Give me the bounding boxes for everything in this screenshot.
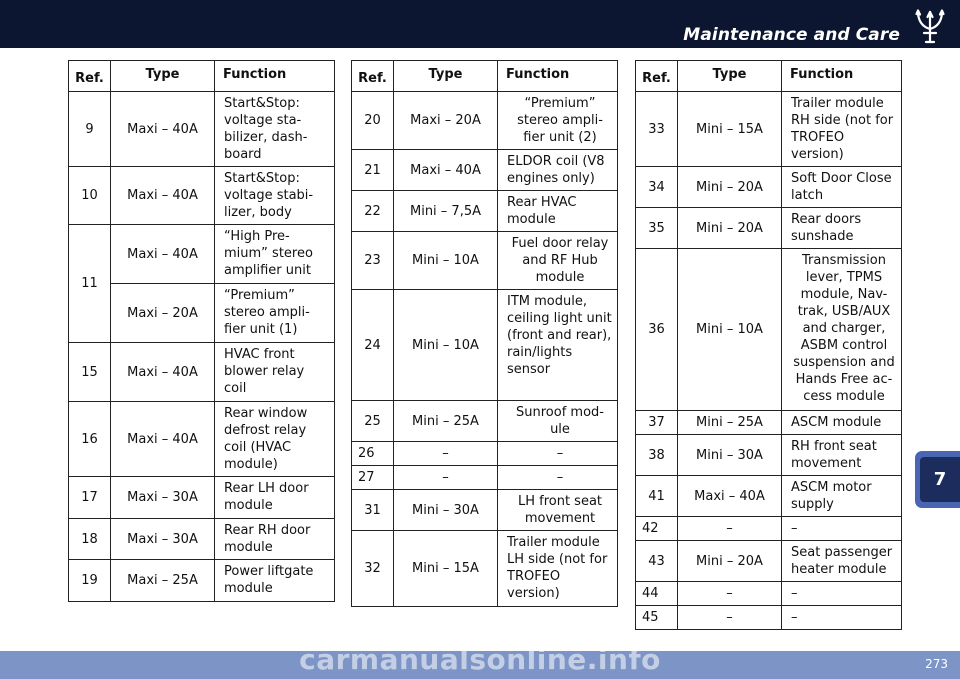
ref-cell: 42: [636, 517, 678, 541]
function-cell: Rear LH door module: [215, 477, 335, 519]
column-header-ref: Ref.: [352, 61, 394, 92]
function-cell: –: [782, 517, 902, 541]
trident-logo-icon: [914, 8, 946, 48]
type-cell: Maxi – 20A: [111, 284, 215, 343]
ref-cell: 10: [69, 167, 111, 225]
type-cell: –: [394, 442, 498, 466]
type-cell: Mini – 30A: [678, 435, 782, 476]
page-number: 273: [925, 657, 948, 671]
type-cell: Maxi – 40A: [678, 476, 782, 517]
table-row: [352, 466, 618, 490]
function-cell: Start&Stop: voltage stabi-lizer, body: [215, 167, 335, 225]
ref-cell: 43: [636, 541, 678, 582]
table-header-row: [352, 61, 618, 92]
table-row: [352, 232, 618, 290]
table-row: [636, 435, 902, 476]
section-title: Maintenance and Care: [683, 25, 900, 45]
type-cell: –: [678, 606, 782, 630]
type-cell: Mini – 15A: [394, 531, 498, 607]
table-row: [352, 401, 618, 442]
table-row: [69, 560, 335, 602]
function-cell: Seat passenger heater module: [782, 541, 902, 582]
table-row: [69, 167, 335, 225]
type-cell: Maxi – 40A: [111, 167, 215, 225]
ref-cell: 37: [636, 411, 678, 435]
type-cell: Mini – 25A: [394, 401, 498, 442]
fuse-table-3: [635, 60, 902, 630]
function-cell: HVAC front blower relay coil: [215, 343, 335, 402]
function-cell: Rear RH door module: [215, 519, 335, 560]
ref-cell: 9: [69, 92, 111, 167]
ref-cell: 16: [69, 402, 111, 477]
table-row: [69, 519, 335, 560]
function-cell: LH front seat movement: [498, 490, 618, 531]
ref-cell: 34: [636, 167, 678, 208]
function-cell: RH front seat movement: [782, 435, 902, 476]
table-row: [636, 411, 902, 435]
table-row: [636, 92, 902, 167]
type-cell: Mini – 20A: [678, 208, 782, 249]
table-row: [636, 606, 902, 630]
type-cell: Mini – 10A: [394, 290, 498, 401]
column-header-ref: Ref.: [636, 61, 678, 92]
table-row: [636, 476, 902, 517]
function-cell: “Premium” stereo ampli-fier unit (2): [498, 92, 618, 150]
ref-cell: 41: [636, 476, 678, 517]
chapter-tab: [915, 451, 960, 508]
table-row: [69, 343, 335, 402]
function-cell: ELDOR coil (V8 engines only): [498, 150, 618, 191]
function-cell: ASCM motor supply: [782, 476, 902, 517]
table-row: [636, 167, 902, 208]
type-cell: –: [678, 517, 782, 541]
function-cell: –: [498, 466, 618, 490]
ref-cell: 27: [352, 466, 394, 490]
type-cell: Maxi – 40A: [111, 92, 215, 167]
ref-cell: 25: [352, 401, 394, 442]
ref-cell: 45: [636, 606, 678, 630]
ref-cell: 18: [69, 519, 111, 560]
ref-cell: 35: [636, 208, 678, 249]
function-cell: Start&Stop: voltage sta-bilizer, dash-board: [215, 92, 335, 167]
type-cell: Mini – 20A: [678, 167, 782, 208]
function-cell: ASCM module: [782, 411, 902, 435]
function-cell: Soft Door Close latch: [782, 167, 902, 208]
fuse-table-2: [351, 60, 618, 607]
ref-cell: 33: [636, 92, 678, 167]
ref-cell: 17: [69, 477, 111, 519]
function-cell: “Premium” stereo ampli-fier unit (1): [215, 284, 335, 343]
table-row: [69, 92, 335, 167]
type-cell: Mini – 25A: [678, 411, 782, 435]
function-cell: –: [782, 606, 902, 630]
type-cell: Maxi – 20A: [394, 92, 498, 150]
table-row: [636, 541, 902, 582]
function-cell: Power liftgate module: [215, 560, 335, 602]
header-bar: [0, 0, 960, 48]
type-cell: Mini – 20A: [678, 541, 782, 582]
function-cell: Sunroof mod-ule: [498, 401, 618, 442]
function-cell: Fuel door relay and RF Hub module: [498, 232, 618, 290]
type-cell: Mini – 7,5A: [394, 191, 498, 232]
type-cell: Maxi – 40A: [394, 150, 498, 191]
ref-cell: 26: [352, 442, 394, 466]
watermark: carmanualsonline.info: [299, 643, 661, 676]
ref-cell: 15: [69, 343, 111, 402]
table-row: [69, 225, 335, 284]
table-row: [352, 442, 618, 466]
function-cell: Rear window defrost relay coil (HVAC module): [215, 402, 335, 477]
ref-cell: 36: [636, 249, 678, 411]
column-header-function: Function: [782, 61, 902, 92]
table-row: [636, 208, 902, 249]
table-row: [69, 402, 335, 477]
ref-cell: 20: [352, 92, 394, 150]
type-cell: Mini – 10A: [394, 232, 498, 290]
function-cell: Rear doors sunshade: [782, 208, 902, 249]
ref-cell: 32: [352, 531, 394, 607]
ref-cell: 44: [636, 582, 678, 606]
ref-cell: 23: [352, 232, 394, 290]
type-cell: Mini – 10A: [678, 249, 782, 411]
ref-cell: 24: [352, 290, 394, 401]
table-header-row: [69, 61, 335, 92]
type-cell: Maxi – 30A: [111, 477, 215, 519]
type-cell: Maxi – 25A: [111, 560, 215, 602]
table-row: [352, 150, 618, 191]
ref-cell: 22: [352, 191, 394, 232]
type-cell: –: [394, 466, 498, 490]
table-row: [352, 490, 618, 531]
type-cell: Maxi – 40A: [111, 343, 215, 402]
function-cell: “High Pre-mium” stereo amplifier unit: [215, 225, 335, 284]
fuse-table-1: [68, 60, 335, 602]
ref-cell: 31: [352, 490, 394, 531]
table-row: [352, 290, 618, 401]
ref-cell: 19: [69, 560, 111, 602]
function-cell: –: [498, 442, 618, 466]
function-cell: –: [782, 582, 902, 606]
table-row: [69, 477, 335, 519]
table-row: [352, 531, 618, 607]
ref-cell: 21: [352, 150, 394, 191]
function-cell: Trailer module LH side (not for TROFEO version): [498, 531, 618, 607]
type-cell: Maxi – 30A: [111, 519, 215, 560]
column-header-function: Function: [498, 61, 618, 92]
type-cell: –: [678, 582, 782, 606]
type-cell: Maxi – 40A: [111, 402, 215, 477]
table-row: [636, 582, 902, 606]
column-header-ref: Ref.: [69, 61, 111, 92]
ref-cell: 38: [636, 435, 678, 476]
table-row: [352, 92, 618, 150]
function-cell: ITM module, ceiling light unit (front and rear), rain/lights sensor: [498, 290, 618, 401]
column-header-type: Type: [111, 61, 215, 92]
table-row: [636, 249, 902, 411]
column-header-type: Type: [678, 61, 782, 92]
table-header-row: [636, 61, 902, 92]
table-row: [352, 191, 618, 232]
function-cell: Trailer module RH side (not for TROFEO version): [782, 92, 902, 167]
table-row: [636, 517, 902, 541]
column-header-type: Type: [394, 61, 498, 92]
function-cell: Rear HVAC module: [498, 191, 618, 232]
column-header-function: Function: [215, 61, 335, 92]
chapter-number: 7: [920, 457, 960, 502]
type-cell: Mini – 30A: [394, 490, 498, 531]
ref-cell: 11: [69, 225, 111, 343]
type-cell: Maxi – 40A: [111, 225, 215, 284]
function-cell: Transmission lever, TPMS module, Nav-trak, USB/AUX and charger, ASBM control suspension and Hands Free ac-cess module: [782, 249, 902, 411]
type-cell: Mini – 15A: [678, 92, 782, 167]
